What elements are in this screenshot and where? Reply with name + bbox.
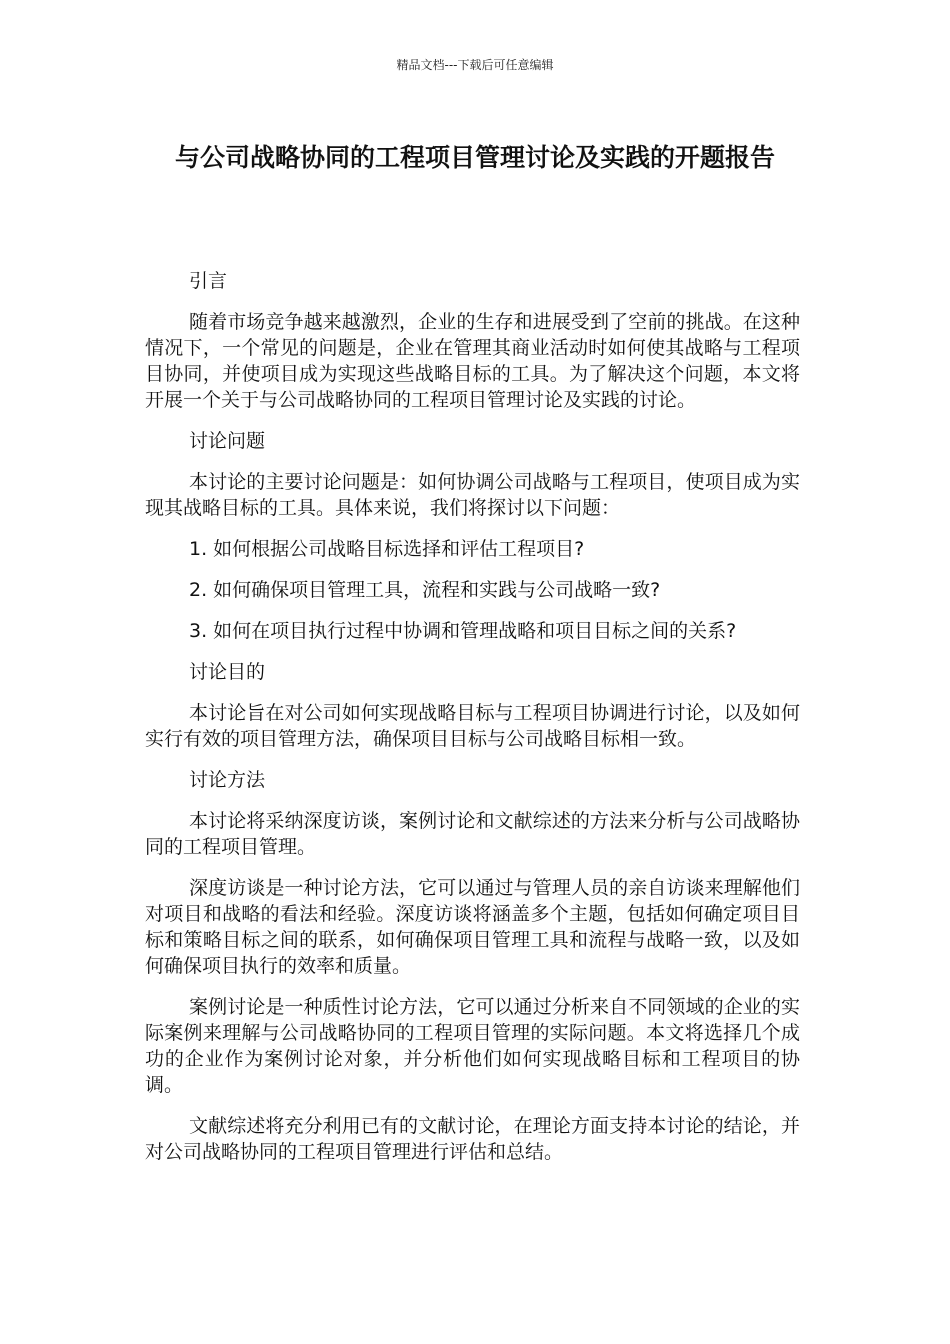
method-paragraph: 本讨论将采纳深度访谈，案例讨论和文献综述的方法来分析与公司战略协同的工程项目管理。: [145, 810, 800, 858]
section-heading-method: 讨论方法: [189, 769, 266, 791]
question-item-2: 2. 如何确保项目管理工具，流程和实践与公司战略一致?: [189, 579, 661, 601]
intro-paragraph: 随着市场竞争越来越激烈，企业的生存和进展受到了空前的挑战。在这种情况下，一个常见的问题是，企业在管理其商业活动时如何使其战略与工程项目协同，并使项目成为实现这些战略目标的工具。为了解决这个问题，本文将开展一个关于与公司战略协同的工程项目管理讨论及实践的讨论。: [145, 311, 800, 411]
header-note: 精品文档---下载后可任意编辑: [396, 58, 554, 72]
question-item-3: 3. 如何在项目执行过程中协调和管理战略和项目目标之间的关系?: [189, 620, 737, 642]
question-paragraph: 本讨论的主要讨论问题是：如何协调公司战略与工程项目，使项目成为实现其战略目标的工具。具体来说，我们将探讨以下问题：: [145, 471, 800, 519]
document-title: 与公司战略协同的工程项目管理讨论及实践的开题报告: [174, 143, 775, 172]
purpose-paragraph: 本讨论旨在对公司如何实现战略目标与工程项目协调进行讨论，以及如何实行有效的项目管理方法，确保项目目标与公司战略目标相一致。: [145, 702, 800, 750]
question-item-1: 1. 如何根据公司战略目标选择和评估工程项目?: [189, 538, 585, 560]
case-study-paragraph: 案例讨论是一种质性讨论方法，它可以通过分析来自不同领域的企业的实际案例来理解与公司战略协同的工程项目管理的实际问题。本文将选择几个成功的企业作为案例讨论对象，并分析他们如何实现战略目标和工程项目的协调。: [145, 996, 800, 1096]
interview-paragraph: 深度访谈是一种讨论方法，它可以通过与管理人员的亲自访谈来理解他们对项目和战略的看法和经验。深度访谈将涵盖多个主题，包括如何确定项目目标和策略目标之间的联系，如何确保项目管理工具和流程与战略一致，以及如何确保项目执行的效率和质量。: [145, 877, 800, 977]
section-heading-intro: 引言: [189, 270, 228, 292]
section-heading-question: 讨论问题: [189, 430, 266, 452]
literature-review-paragraph: 文献综述将充分利用已有的文献讨论，在理论方面支持本讨论的结论，并对公司战略协同的工程项目管理进行评估和总结。: [145, 1115, 800, 1163]
document-body: [145, 268, 800, 1180]
section-heading-purpose: 讨论目的: [189, 661, 266, 683]
